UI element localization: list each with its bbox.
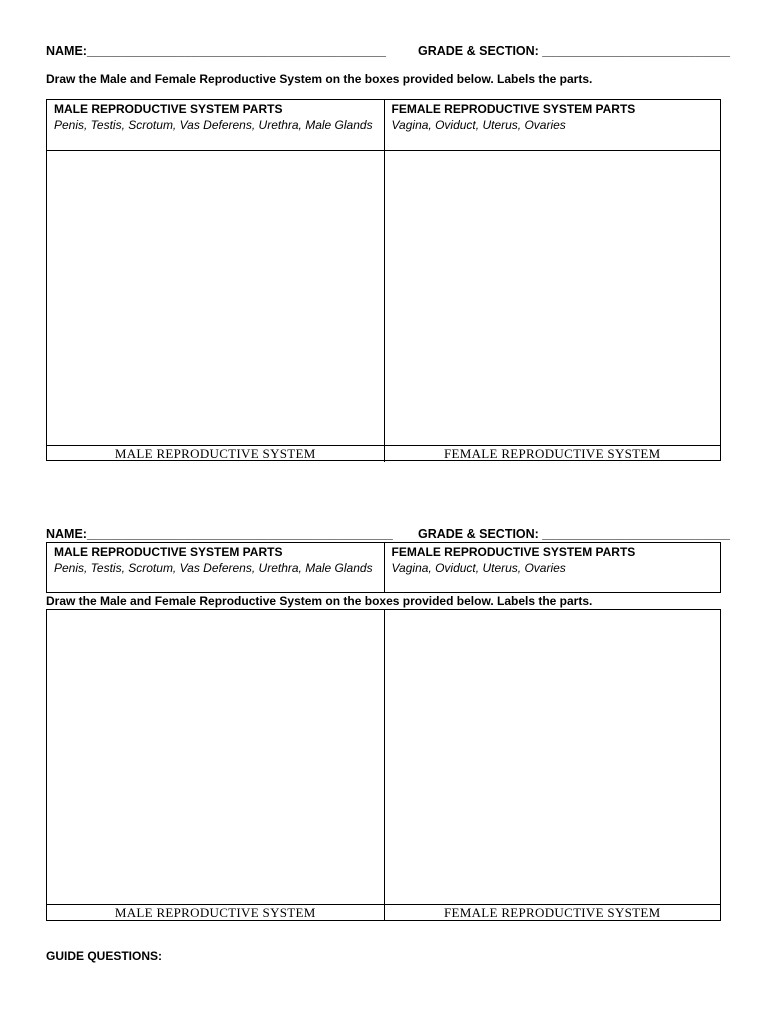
worksheet-table-2 [46, 609, 721, 921]
drawing-row-1 [47, 151, 720, 446]
name-line-1[interactable]: NAME:___________________________________________ [46, 44, 386, 58]
grade-section-line-2[interactable]: GRADE & SECTION: ___________________________ [418, 527, 731, 541]
female-parts-title-1: FEMALE REPRODUCTIVE SYSTEM PARTS [391, 102, 636, 116]
parts-row-2 [47, 543, 720, 592]
female-drawing-box-1[interactable] [384, 151, 721, 445]
parts-row-1 [47, 100, 720, 151]
worksheet-table-1 [46, 99, 721, 461]
female-caption-2: FEMALE REPRODUCTIVE SYSTEM [384, 905, 721, 921]
guide-questions-heading: GUIDE QUESTIONS: [46, 949, 163, 963]
female-parts-list-2: Vagina, Oviduct, Uterus, Ovaries [391, 561, 566, 575]
name-line-2[interactable]: NAME:____________________________________________ [46, 527, 393, 541]
female-parts-title-2: FEMALE REPRODUCTIVE SYSTEM PARTS [391, 545, 636, 559]
female-parts-cell-2 [384, 543, 721, 592]
male-caption-1: MALE REPRODUCTIVE SYSTEM [114, 446, 316, 461]
grade-section-line-1[interactable]: GRADE & SECTION: ___________________________ [418, 44, 731, 58]
male-parts-title-1: MALE REPRODUCTIVE SYSTEM PARTS [54, 102, 283, 116]
male-parts-list-1: Penis, Testis, Scrotum, Vas Deferens, Urethra, Male Glands [54, 118, 373, 132]
parts-table-2 [46, 542, 721, 593]
male-drawing-box-1[interactable] [47, 151, 384, 445]
instructions-2: Draw the Male and Female Reproductive System on the boxes provided below. Labels the parts. [46, 594, 593, 608]
instructions-1: Draw the Male and Female Reproductive System on the boxes provided below. Labels the parts. [46, 72, 593, 86]
female-parts-cell-1 [384, 100, 721, 150]
male-parts-title-2: MALE REPRODUCTIVE SYSTEM PARTS [54, 545, 283, 559]
caption-row-2 [47, 905, 720, 921]
male-parts-cell-2 [47, 543, 384, 592]
female-caption-1: FEMALE REPRODUCTIVE SYSTEM [384, 446, 721, 462]
male-parts-cell-1 [47, 100, 384, 150]
male-drawing-box-2[interactable] [47, 610, 384, 904]
drawing-row-2 [47, 610, 720, 905]
female-parts-list-1: Vagina, Oviduct, Uterus, Ovaries [391, 118, 566, 132]
male-caption-2: MALE REPRODUCTIVE SYSTEM [114, 905, 316, 920]
female-drawing-box-2[interactable] [384, 610, 721, 904]
caption-row-1 [47, 446, 720, 462]
male-parts-list-2: Penis, Testis, Scrotum, Vas Deferens, Urethra, Male Glands [54, 561, 373, 575]
